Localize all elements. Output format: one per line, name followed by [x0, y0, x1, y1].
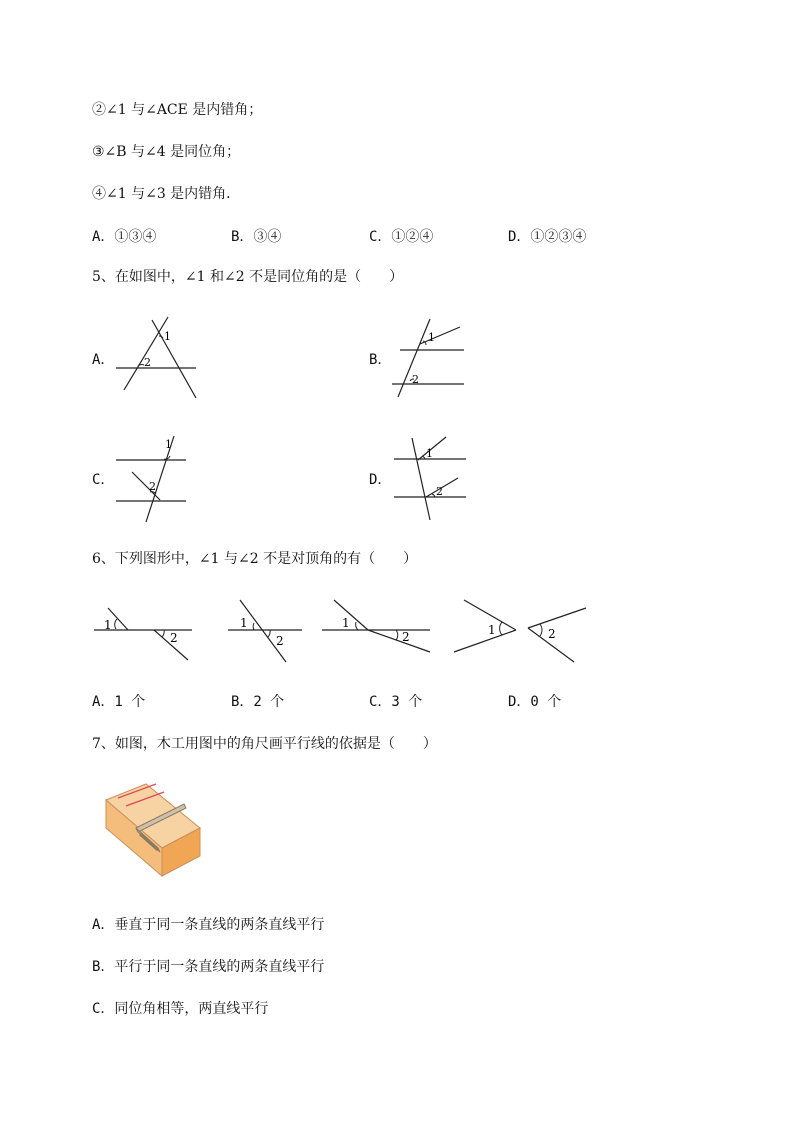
q7-stem: 7、如图，木工用图中的角尺画平行线的依据是（ ） [92, 736, 437, 752]
statement-2: ②∠1 与∠ACE 是内错角； [92, 102, 263, 118]
q6-f4-angle1: 1 [488, 623, 496, 637]
q5-figure-c [112, 432, 194, 524]
q6-option-c[interactable]: C．3 个 [369, 694, 423, 710]
q5-figure-b [390, 315, 475, 400]
q5-d-angle1: 1 [426, 447, 433, 460]
q5-c-angle2: 2 [149, 480, 156, 493]
q6-figure-4 [452, 596, 592, 666]
q5-option-a-label[interactable]: A． [92, 352, 115, 368]
q6-f2-angle2: 2 [276, 634, 284, 648]
q5-b-angle1: 1 [428, 331, 435, 344]
q6-figure-2 [226, 596, 308, 666]
q5-stem: 5、在如图中，∠1 和∠2 不是同位角的是（ ） [92, 269, 404, 285]
q6-f2-angle1: 1 [240, 616, 248, 630]
q7-option-b[interactable]: B．平行于同一条直线的两条直线平行 [92, 959, 325, 975]
statement-4: ④∠1 与∠3 是内错角． [92, 186, 241, 202]
q5-option-b-label[interactable]: B． [369, 352, 392, 368]
q6-stem: 6、下列图形中，∠1 与∠2 不是对顶角的有（ ） [92, 551, 418, 567]
q5-option-d-label[interactable]: D． [369, 472, 392, 488]
q5-d-angle2: 2 [436, 485, 443, 498]
q6-f3-angle1: 1 [342, 616, 350, 630]
q6-f1-angle1: 1 [104, 618, 112, 632]
q4-option-d[interactable]: D．①②③④ [508, 229, 587, 245]
q4-option-b[interactable]: B．③④ [231, 229, 282, 245]
q7-option-c[interactable]: C．同位角相等，两直线平行 [92, 1001, 269, 1017]
q4-option-c[interactable]: C．①②④ [369, 229, 434, 245]
q5-figure-d [390, 434, 472, 522]
q6-option-a[interactable]: A．1 个 [92, 694, 146, 710]
q6-f3-angle2: 2 [402, 630, 410, 644]
q6-f4-angle2: 2 [548, 627, 556, 641]
q6-figure-1 [92, 598, 196, 664]
q6-f1-angle2: 2 [170, 631, 178, 645]
q5-option-c-label[interactable]: C． [92, 472, 115, 488]
q5-figure-a [110, 312, 205, 404]
q7-option-a[interactable]: A．垂直于同一条直线的两条直线平行 [92, 917, 325, 933]
q6-option-d[interactable]: D．0 个 [508, 694, 562, 710]
q5-b-angle2: 2 [412, 373, 419, 386]
carpenter-square-image [100, 778, 210, 878]
q6-figure-3 [320, 596, 434, 656]
q5-c-angle1: 1 [165, 438, 172, 451]
q6-option-b[interactable]: B．2 个 [231, 694, 285, 710]
q5-a-angle2: 2 [144, 356, 151, 369]
q5-a-angle1: 1 [164, 330, 171, 343]
q4-option-a[interactable]: A．①③④ [92, 229, 157, 245]
statement-3: ③∠B 与∠4 是同位角； [92, 144, 241, 160]
